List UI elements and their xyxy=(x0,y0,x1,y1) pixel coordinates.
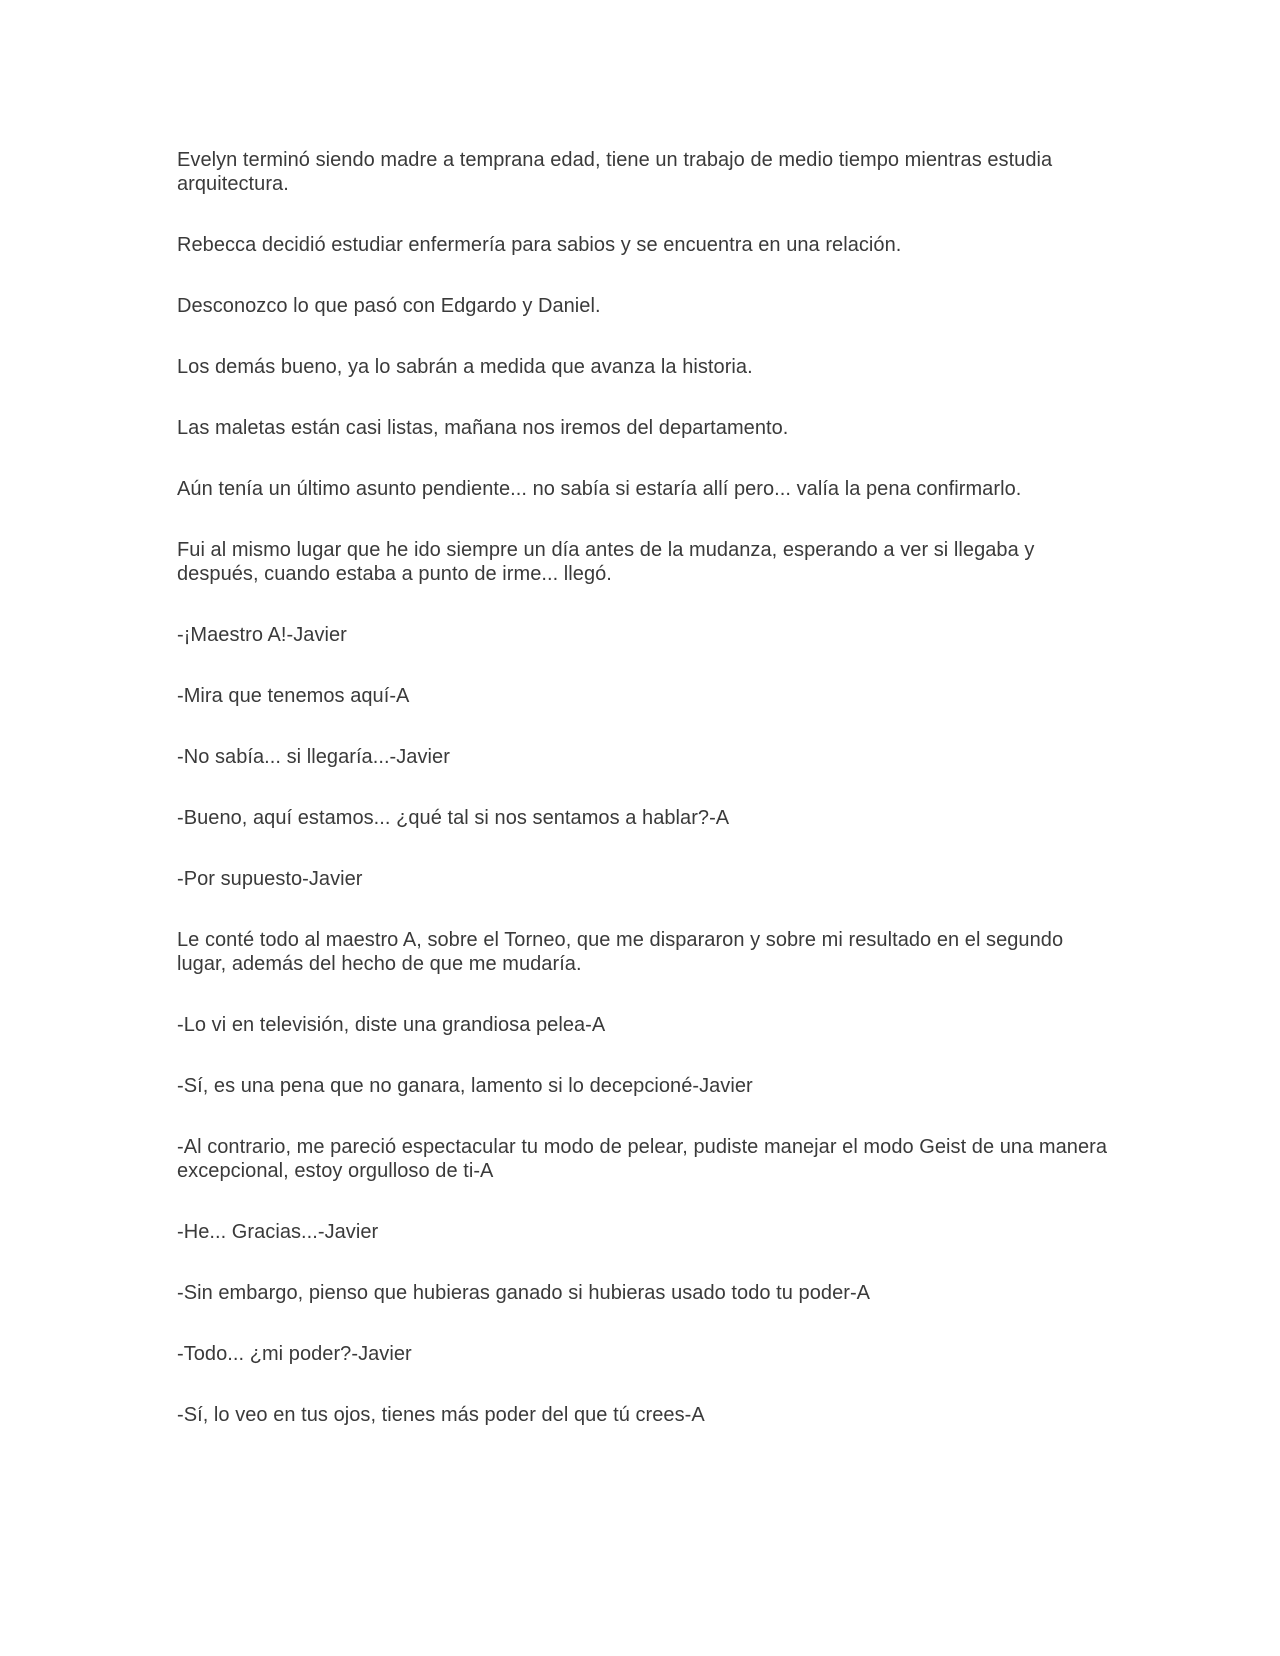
dialogue-line: -¡Maestro A!-Javier xyxy=(177,624,347,646)
paragraph: Aún tenía un último asunto pendiente... no sabía si estaría allí pero... valía la pena confirmarlo. xyxy=(177,478,1022,500)
dialogue-line: -He... Gracias...-Javier xyxy=(177,1221,379,1243)
paragraph: Rebecca decidió estudiar enfermería para sabios y se encuentra en una relación. xyxy=(177,234,902,256)
dialogue-line: -Sin embargo, pienso que hubieras ganado si hubieras usado todo tu poder-A xyxy=(177,1282,871,1304)
dialogue-line: -Sí, es una pena que no ganara, lamento si lo decepcioné-Javier xyxy=(177,1075,753,1097)
dialogue-line: -Todo... ¿mi poder?-Javier xyxy=(177,1343,412,1365)
dialogue-line: -Mira que tenemos aquí-A xyxy=(177,685,410,707)
dialogue-line: -Lo vi en televisión, diste una grandiosa pelea-A xyxy=(177,1014,606,1036)
dialogue-line: -Sí, lo veo en tus ojos, tienes más poder del que tú crees-A xyxy=(177,1404,705,1426)
paragraph: Las maletas están casi listas, mañana nos iremos del departamento. xyxy=(177,417,789,439)
document-body xyxy=(177,148,1107,1464)
paragraph: Los demás bueno, ya lo sabrán a medida que avanza la historia. xyxy=(177,356,753,378)
paragraph: Desconozco lo que pasó con Edgardo y Daniel. xyxy=(177,295,601,317)
paragraph: Evelyn terminó siendo madre a temprana edad, tiene un trabajo de medio tiempo mientras estudia arquitectura. xyxy=(177,149,1053,195)
paragraph: Le conté todo al maestro A, sobre el Torneo, que me dispararon y sobre mi resultado en el segundo lugar, además del hecho de que me mudaría. xyxy=(177,929,1064,975)
dialogue-line: -No sabía... si llegaría...-Javier xyxy=(177,746,450,768)
paragraph: Fui al mismo lugar que he ido siempre un día antes de la mudanza, esperando a ver si llegaba y después, cuando estaba a punto de irme... llegó. xyxy=(177,539,1035,585)
dialogue-line: -Bueno, aquí estamos... ¿qué tal si nos sentamos a hablar?-A xyxy=(177,807,730,829)
dialogue-line: -Al contrario, me pareció espectacular tu modo de pelear, pudiste manejar el modo Geist de una manera excepcional, estoy orgulloso de ti-A xyxy=(177,1136,1107,1182)
dialogue-line: -Por supuesto-Javier xyxy=(177,868,363,890)
